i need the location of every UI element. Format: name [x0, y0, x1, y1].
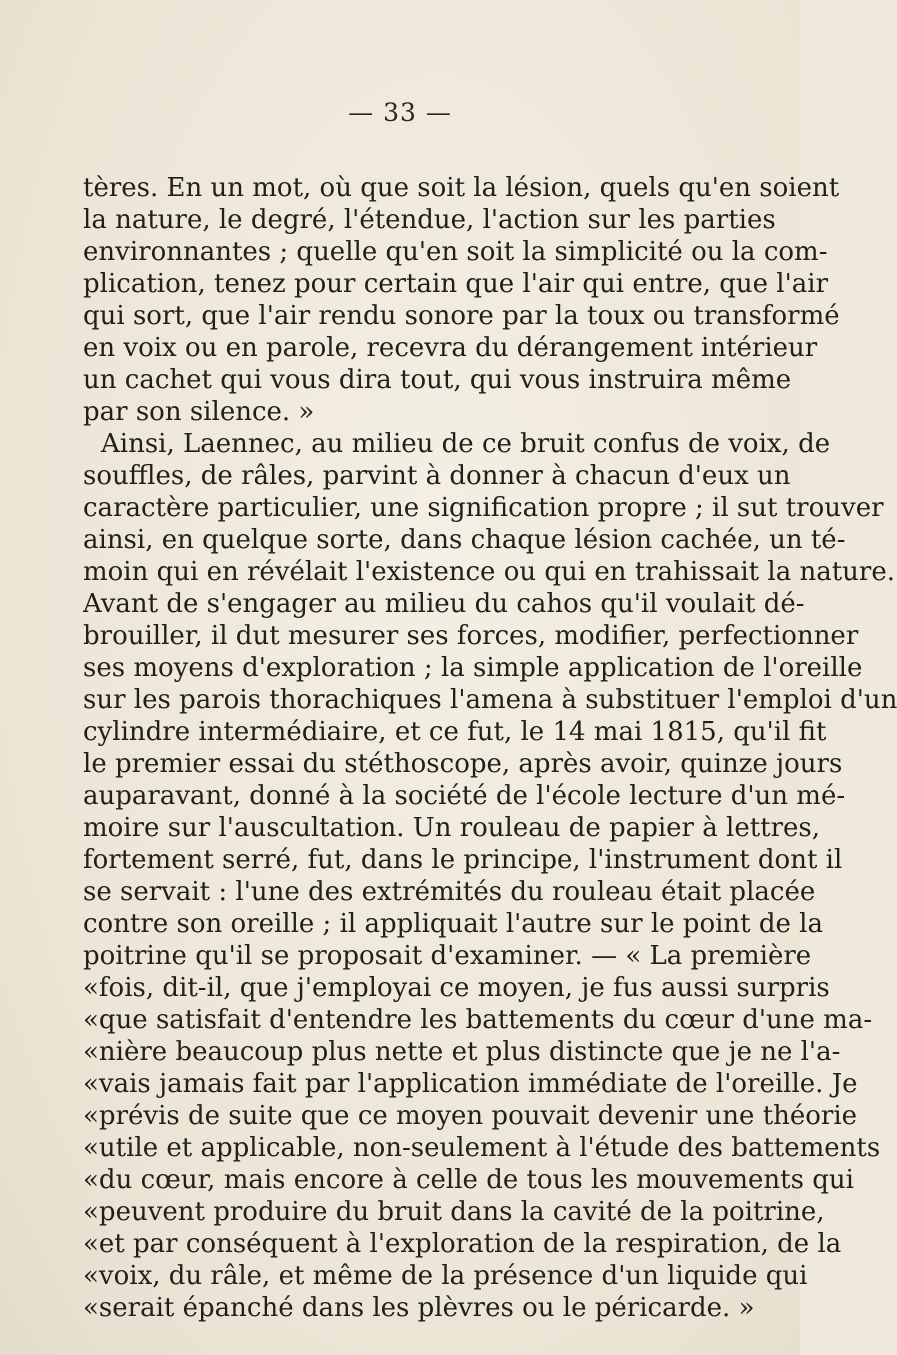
quoted-line-text: utile et applicable, non-seulement à l'étude des battements — [98, 1133, 881, 1163]
quoted-line-text: nière beaucoup plus nette et plus distincte que je ne l'a- — [98, 1037, 841, 1067]
text-line: caractère particulier, une signification propre ; il sut trouver — [83, 493, 884, 523]
quoted-line — [83, 1036, 841, 1068]
quoted-line-text: vais jamais fait par l'application immédiate de l'oreille. Je — [98, 1069, 858, 1099]
text-line: moin qui en révélait l'existence ou qui en trahissait la nature. — [83, 557, 895, 587]
text-line: plication, tenez pour certain que l'air qui entre, que l'air — [83, 269, 828, 299]
quoted-line — [83, 1132, 881, 1164]
quoted-line-text: serait épanché dans les plèvres ou le péricarde. » — [98, 1293, 755, 1323]
body-text — [83, 172, 897, 1324]
page-number-header: — 33 — — [348, 98, 452, 127]
quoted-line — [83, 1068, 858, 1100]
quoted-passage — [83, 972, 881, 1324]
quoted-line — [83, 1004, 873, 1036]
quoted-line-text: prévis de suite que ce moyen pouvait devenir une théorie — [98, 1101, 858, 1131]
quoted-line-text: et par conséquent à l'exploration de la respiration, de la — [98, 1229, 842, 1259]
quote-mark: « — [83, 1037, 99, 1067]
text-line: poitrine qu'il se proposait d'examiner. — « La première — [83, 941, 812, 971]
text-line-paragraph-start: Ainsi, Laennec, au milieu de ce bruit confus de voix, de — [101, 429, 831, 459]
text-line: en voix ou en parole, recevra du dérangement intérieur — [83, 333, 818, 363]
text-line: un cachet qui vous dira tout, qui vous instruira même — [83, 365, 792, 395]
text-line: sur les parois thorachiques l'amena à substituer l'emploi d'un — [83, 685, 897, 715]
quoted-line — [83, 1260, 808, 1292]
text-line: environnantes ; quelle qu'en soit la simplicité ou la com- — [83, 237, 828, 267]
text-line: qui sort, que l'air rendu sonore par la toux ou transformé — [83, 301, 840, 331]
quote-mark: « — [83, 1229, 99, 1259]
text-line: tères. En un mot, où que soit la lésion, quels qu'en soient — [83, 173, 840, 203]
quoted-line — [83, 972, 830, 1004]
text-line: moire sur l'auscultation. Un rouleau de papier à lettres, — [83, 813, 821, 843]
quoted-line-text: voix, du râle, et même de la présence d'un liquide qui — [98, 1261, 808, 1291]
quoted-line — [83, 1100, 858, 1132]
text-line: ainsi, en quelque sorte, dans chaque lésion cachée, un té- — [83, 525, 846, 555]
quote-mark: « — [83, 1005, 99, 1035]
text-line: Avant de s'engager au milieu du cahos qu'il voulait dé- — [83, 589, 805, 619]
quote-mark: « — [83, 1069, 99, 1099]
quoted-line — [83, 1292, 755, 1324]
quoted-line-text: que satisfait d'entendre les battements du cœur d'une ma- — [98, 1005, 873, 1035]
text-line: la nature, le degré, l'étendue, l'action sur les parties — [83, 205, 776, 235]
quote-mark: « — [83, 1293, 99, 1323]
text-line: cylindre intermédiaire, et ce fut, le 14 mai 1815, qu'il fit — [83, 717, 827, 747]
quoted-line-text: peuvent produire du bruit dans la cavité de la poitrine, — [98, 1197, 825, 1227]
quoted-line-text: du cœur, mais encore à celle de tous les mouvements qui — [98, 1165, 854, 1195]
quote-mark: « — [83, 973, 99, 1003]
text-line: souffles, de râles, parvint à donner à chacun d'eux un — [83, 461, 791, 491]
quoted-line — [83, 1228, 842, 1260]
quote-mark: « — [83, 1261, 99, 1291]
quoted-line-text: fois, dit-il, que j'employai ce moyen, je fus aussi surpris — [98, 973, 830, 1003]
text-line: se servait : l'une des extrémités du rouleau était placée — [83, 877, 816, 907]
text-line: contre son oreille ; il appliquait l'autre sur le point de la — [83, 909, 823, 939]
text-line: par son silence. » — [83, 397, 315, 427]
quote-mark: « — [83, 1133, 99, 1163]
text-line: fortement serré, fut, dans le principe, l'instrument dont il — [83, 845, 843, 875]
quoted-line — [83, 1196, 825, 1228]
quote-mark: « — [83, 1165, 99, 1195]
text-line: le premier essai du stéthoscope, après avoir, quinze jours — [83, 749, 843, 779]
quoted-line — [83, 1164, 854, 1196]
quote-mark: « — [83, 1197, 99, 1227]
text-line: auparavant, donné à la société de l'école lecture d'un mé- — [83, 781, 846, 811]
text-line: ses moyens d'exploration ; la simple application de l'oreille — [83, 653, 863, 683]
quote-mark: « — [83, 1101, 99, 1131]
text-line: brouiller, il dut mesurer ses forces, modifier, perfectionner — [83, 621, 859, 651]
